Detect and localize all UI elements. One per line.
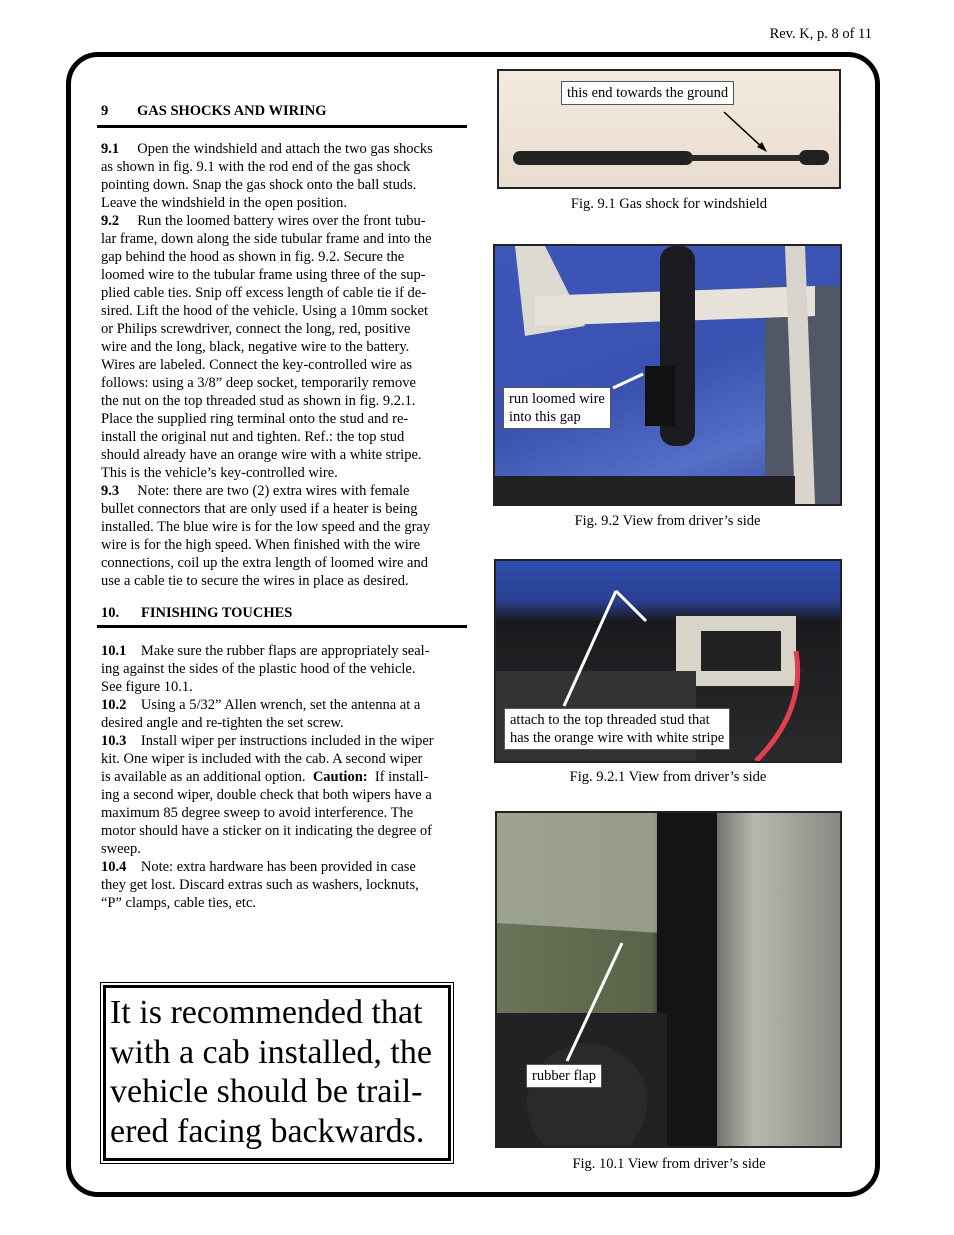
item-number: 9.2 — [101, 213, 120, 229]
item-number: 9.3 — [101, 483, 120, 499]
section-title: FINISHING TOUCHES — [141, 605, 293, 621]
text-line — [101, 536, 420, 554]
text-line — [101, 750, 422, 768]
figure-label — [504, 708, 730, 750]
text: is available as an additional option. — [101, 769, 313, 785]
text: maximum 85 degree sweep to avoid interference. The — [101, 805, 414, 821]
text-line — [101, 572, 409, 590]
label-line: into this gap — [509, 409, 581, 425]
text-line — [101, 338, 409, 356]
text-line — [101, 302, 428, 320]
text-line — [101, 768, 428, 786]
text-line — [101, 518, 430, 536]
figure-label: this end towards the ground — [561, 81, 734, 105]
label-line: attach to the top threaded stud that — [510, 712, 710, 728]
figure-caption: Fig. 9.1 Gas shock for windshield — [570, 196, 768, 212]
text: kit. One wiper is included with the cab. A second wiper — [101, 751, 423, 767]
cab-door-image — [497, 813, 840, 1146]
text-line — [101, 894, 256, 912]
emphasis: Caution: — [312, 769, 368, 785]
text: wire is for the high speed. When finished with the wire — [101, 537, 421, 553]
text: Note: extra hardware has been provided in case — [126, 859, 416, 875]
text-line — [101, 876, 419, 894]
figure-label: rubber flap — [526, 1064, 602, 1088]
text-line — [101, 194, 347, 212]
text: the nut on the top threaded stud as shown in fig. 9.2.1. — [101, 393, 416, 409]
text: sweep. — [101, 841, 141, 857]
text-line — [101, 266, 426, 284]
text-line — [101, 804, 413, 822]
text: plied cable ties. Snip off excess length of cable tie if de- — [101, 285, 427, 301]
text-line — [101, 714, 344, 732]
text: use a cable tie to secure the wires in place as desired. — [101, 573, 409, 589]
text: Install wiper per instructions included in the wiper — [126, 733, 434, 749]
text: bullet connectors that are only used if a heater is being — [101, 501, 418, 517]
text: installed. The blue wire is for the low speed and the gray — [101, 519, 431, 535]
text: This is the vehicle’s key-controlled wire. — [101, 465, 338, 481]
text: should already have an orange wire with a white stripe. — [101, 447, 422, 463]
text: Make sure the rubber flaps are appropriately seal- — [126, 643, 430, 659]
label-line: run loomed wire — [509, 391, 605, 407]
figure-caption: Fig. 10.1 View from driver’s side — [572, 1156, 766, 1172]
callout-line: ered facing backwards. — [110, 1112, 425, 1150]
text: See figure 10.1. — [101, 679, 193, 695]
text-line — [101, 320, 410, 338]
text-line — [101, 140, 433, 158]
text: connections, coil up the extra length of loomed wire and — [101, 555, 428, 571]
text: install the original nut and tighten. Ref.: the top stud — [101, 429, 405, 445]
text-line — [101, 428, 404, 446]
text: follows: using a 3/8” deep socket, temporarily remove — [101, 375, 416, 391]
text: pointing down. Snap the gas shock onto the ball studs. — [101, 177, 417, 193]
figure-9-1-photo — [497, 69, 841, 189]
divider — [97, 625, 467, 628]
callout-line: It is recommended that — [110, 994, 423, 1031]
section-9-heading — [101, 103, 326, 120]
text-line — [101, 500, 417, 518]
text: Leave the windshield in the open position. — [101, 195, 348, 211]
text-line — [101, 786, 432, 804]
item-number: 10.3 — [101, 733, 127, 749]
text-line — [101, 642, 430, 660]
label-line: has the orange wire with white stripe — [510, 730, 725, 746]
text: desired angle and re-tighten the set screw. — [101, 715, 344, 731]
text-line — [101, 858, 416, 876]
text-line — [101, 678, 193, 696]
text-line — [101, 158, 410, 176]
divider — [97, 125, 467, 128]
text: Open the windshield and attach the two gas shocks — [119, 141, 433, 157]
text: motor should have a sticker on it indicating the degree of — [101, 823, 432, 839]
text: loomed wire to the tubular frame using three of the sup- — [101, 267, 426, 283]
text-line — [101, 660, 416, 678]
text: Wires are labeled. Connect the key-controlled wire as — [101, 357, 413, 373]
item-number: 9.1 — [101, 141, 120, 157]
text: Run the loomed battery wires over the front tubu- — [119, 213, 426, 229]
text: sired. Lift the hood of the vehicle. Using a 10mm socket — [101, 303, 428, 319]
text-line — [101, 482, 409, 500]
text-line — [101, 284, 426, 302]
figure-10-1-photo — [495, 811, 842, 1148]
text-line — [101, 732, 434, 750]
text: “P” clamps, cable ties, etc. — [101, 895, 257, 911]
text-line — [101, 356, 412, 374]
text-line — [101, 822, 432, 840]
figure-caption: Fig. 9.2.1 View from driver’s side — [569, 769, 767, 785]
text: ing a second wiper, double check that both wipers have a — [101, 787, 432, 803]
text-line — [101, 446, 422, 464]
text: wire and the long, black, negative wire to the battery. — [101, 339, 410, 355]
text: If install- — [367, 769, 429, 785]
figure-caption: Fig. 9.2 View from driver’s side — [574, 513, 761, 529]
section-number: 10. — [101, 605, 120, 621]
section-title: GAS SHOCKS AND WIRING — [137, 103, 327, 119]
text: or Philips screwdriver, connect the long, red, positive — [101, 321, 411, 337]
text-line — [101, 230, 432, 248]
text: they get lost. Discard extras such as washers, locknuts, — [101, 877, 419, 893]
text: lar frame, down along the side tubular frame and into the — [101, 231, 432, 247]
text: gap behind the hood as shown in fig. 9.2. Secure the — [101, 249, 405, 265]
text-line — [101, 374, 416, 392]
text: Using a 5/32” Allen wrench, set the antenna at a — [126, 697, 421, 713]
section-10-heading — [101, 605, 292, 622]
text-line — [101, 554, 428, 572]
text-line — [101, 464, 338, 482]
text-line — [101, 840, 141, 858]
hood-frame-image — [495, 246, 840, 504]
figure-9-2-1-photo — [494, 559, 842, 763]
text-line — [101, 696, 420, 714]
text-line — [101, 212, 426, 230]
item-number: 10.2 — [101, 697, 127, 713]
revision-page-number: Rev. K, p. 8 of 11 — [769, 26, 872, 42]
text: as shown in fig. 9.1 with the rod end of the gas shock — [101, 159, 411, 175]
text-line — [101, 410, 408, 428]
figure-9-2-photo — [493, 244, 842, 506]
text-line — [101, 392, 416, 410]
item-number: 10.1 — [101, 643, 127, 659]
text-line — [101, 176, 416, 194]
text-line — [101, 248, 404, 266]
item-number: 10.4 — [101, 859, 127, 875]
text: ing against the sides of the plastic hood of the vehicle. — [101, 661, 416, 677]
text: Place the supplied ring terminal onto the stud and re- — [101, 411, 409, 427]
section-number: 9 — [101, 103, 109, 119]
callout-line: vehicle should be trail- — [110, 1073, 423, 1110]
figure-label — [503, 387, 611, 429]
callout-line: with a cab installed, the — [110, 1033, 432, 1071]
text: Note: there are two (2) extra wires with female — [119, 483, 410, 499]
